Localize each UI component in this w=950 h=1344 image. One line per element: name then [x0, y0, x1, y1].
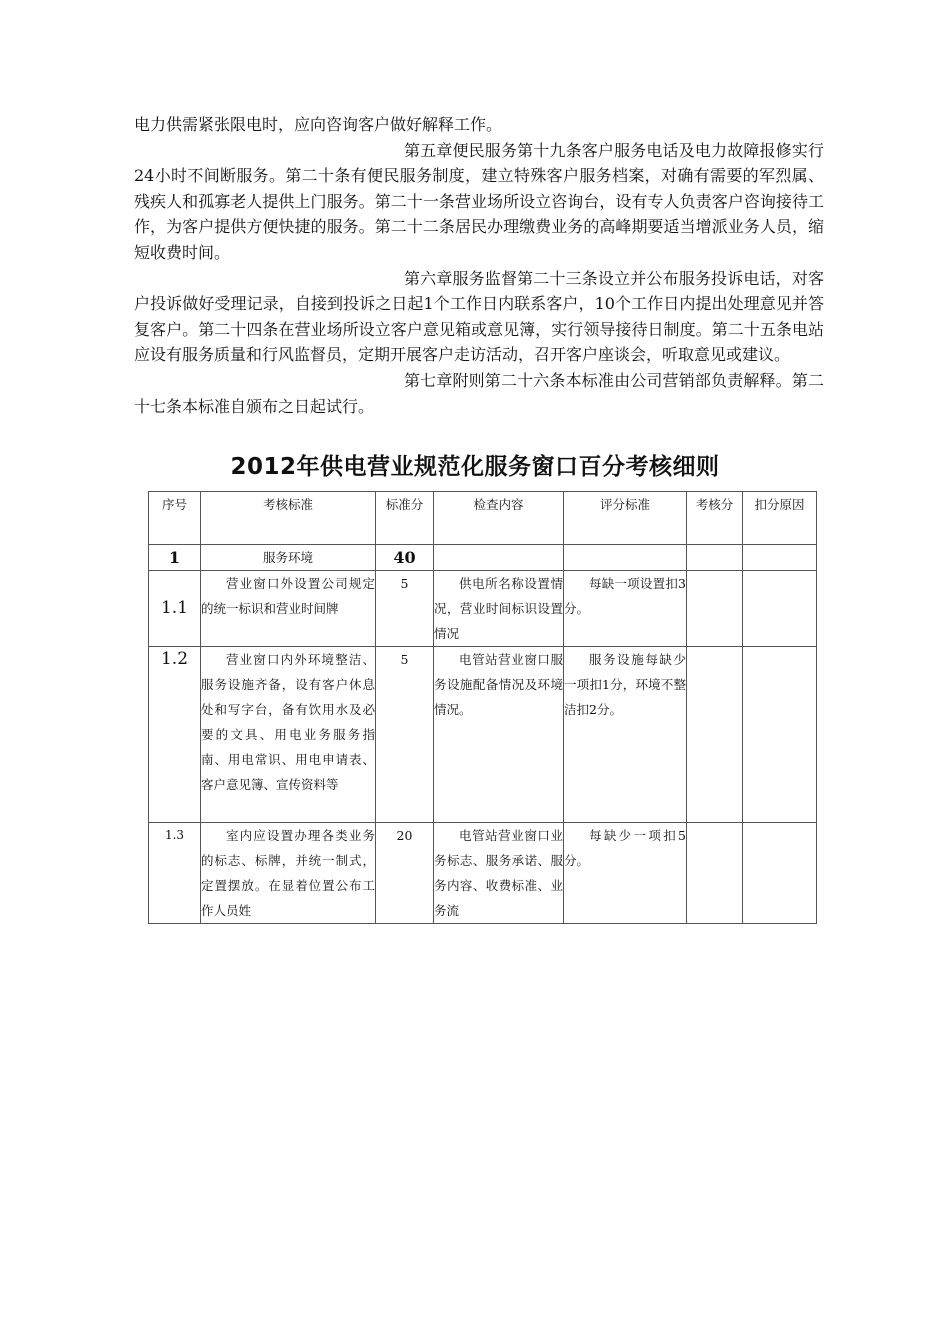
section-row	[149, 545, 817, 571]
section-rating	[564, 545, 687, 571]
table-row	[149, 571, 817, 647]
header-reason: 扣分原因	[743, 492, 817, 545]
row-assessed	[687, 571, 743, 647]
body-text	[134, 112, 824, 419]
row-reason	[743, 571, 817, 647]
header-rating: 评分标准	[564, 492, 687, 545]
row-seq: 1.2	[149, 647, 201, 823]
section-score: 40	[376, 545, 434, 571]
paragraph-chapter-7: 第七章附则第二十六条本标准由公司营销部负责解释。第二十七条本标准自颁布之日起试行。	[134, 370, 824, 416]
section-seq: 1	[149, 545, 201, 571]
document-title: 2012年供电营业规范化服务窗口百分考核细则	[230, 454, 720, 480]
table-row	[149, 823, 817, 924]
row-assessed	[687, 823, 743, 924]
row-standard: 室内应设置办理各类业务的标志、标牌，并统一制式，定置摆放。在显着位置公布工作人员姓	[201, 823, 376, 924]
header-assessed: 考核分	[687, 492, 743, 545]
header-score: 标准分	[376, 492, 434, 545]
row-rating: 每缺少一项扣5分。	[564, 823, 687, 924]
row-check: 电管站营业窗口业务标志、服务承诺、服务内容、收费标准、业务流	[434, 823, 564, 924]
header-seq: 序号	[149, 492, 201, 545]
row-score: 5	[376, 647, 434, 823]
table-header-row	[149, 492, 817, 545]
section-name: 服务环境	[201, 545, 376, 571]
row-check: 供电所名称设置情况，营业时间标识设置情况	[434, 571, 564, 647]
row-seq: 1.1	[149, 571, 201, 647]
paragraph-chapter-5: 第五章便民服务第十九条客户服务电话及电力故障报修实行24小时不间断服务。第二十条有便民服务制度，建立特殊客户服务档案，对确有需要的军烈属、残疾人和孤寡老人提供上门服务。第二十一条营业场所设立咨询台，设有专人负责客户咨询接待工作，为客户提供方便快捷的服务。第二十二条居民办理缴费业务的高峰期要适当增派业务人员，缩短收费时间。	[134, 140, 824, 262]
row-standard: 营业窗口外设置公司规定的统一标识和营业时间牌	[201, 571, 376, 647]
row-score: 5	[376, 571, 434, 647]
table-row	[149, 647, 817, 823]
header-check: 检查内容	[434, 492, 564, 545]
row-assessed	[687, 647, 743, 823]
row-rating: 服务设施每缺少一项扣1分，环境不整洁扣2分。	[564, 647, 687, 823]
row-reason	[743, 823, 817, 924]
section-check	[434, 545, 564, 571]
row-standard: 营业窗口内外环境整洁、服务设施齐备，设有客户休息处和写字台，备有饮用水及必要的文具、用电业务服务指南、用电常识、用电申请表、客户意见簿、宣传资料等	[201, 647, 376, 823]
row-reason	[743, 647, 817, 823]
paragraph: 电力供需紧张限电时，应向咨询客户做好解释工作。	[134, 115, 503, 134]
section-assessed	[687, 545, 743, 571]
row-seq: 1.3	[149, 823, 201, 924]
header-standard: 考核标准	[201, 492, 376, 545]
row-score: 20	[376, 823, 434, 924]
paragraph-chapter-6: 第六章服务监督第二十三条设立并公布服务投诉电话，对客户投诉做好受理记录，自接到投诉之日起1个工作日内联系客户，10个工作日内提出处理意见并答复客户。第二十四条在营业场所设立客户意见箱或意见簿，实行领导接待日制度。第二十五条电站应设有服务质量和行风监督员，定期开展客户走访活动，召开客户座谈会，听取意见或建议。	[134, 268, 824, 365]
assessment-table	[148, 491, 817, 924]
row-rating: 每缺一项设置扣3分。	[564, 571, 687, 647]
section-reason	[743, 545, 817, 571]
row-check: 电管站营业窗口服务设施配备情况及环境情况。	[434, 647, 564, 823]
